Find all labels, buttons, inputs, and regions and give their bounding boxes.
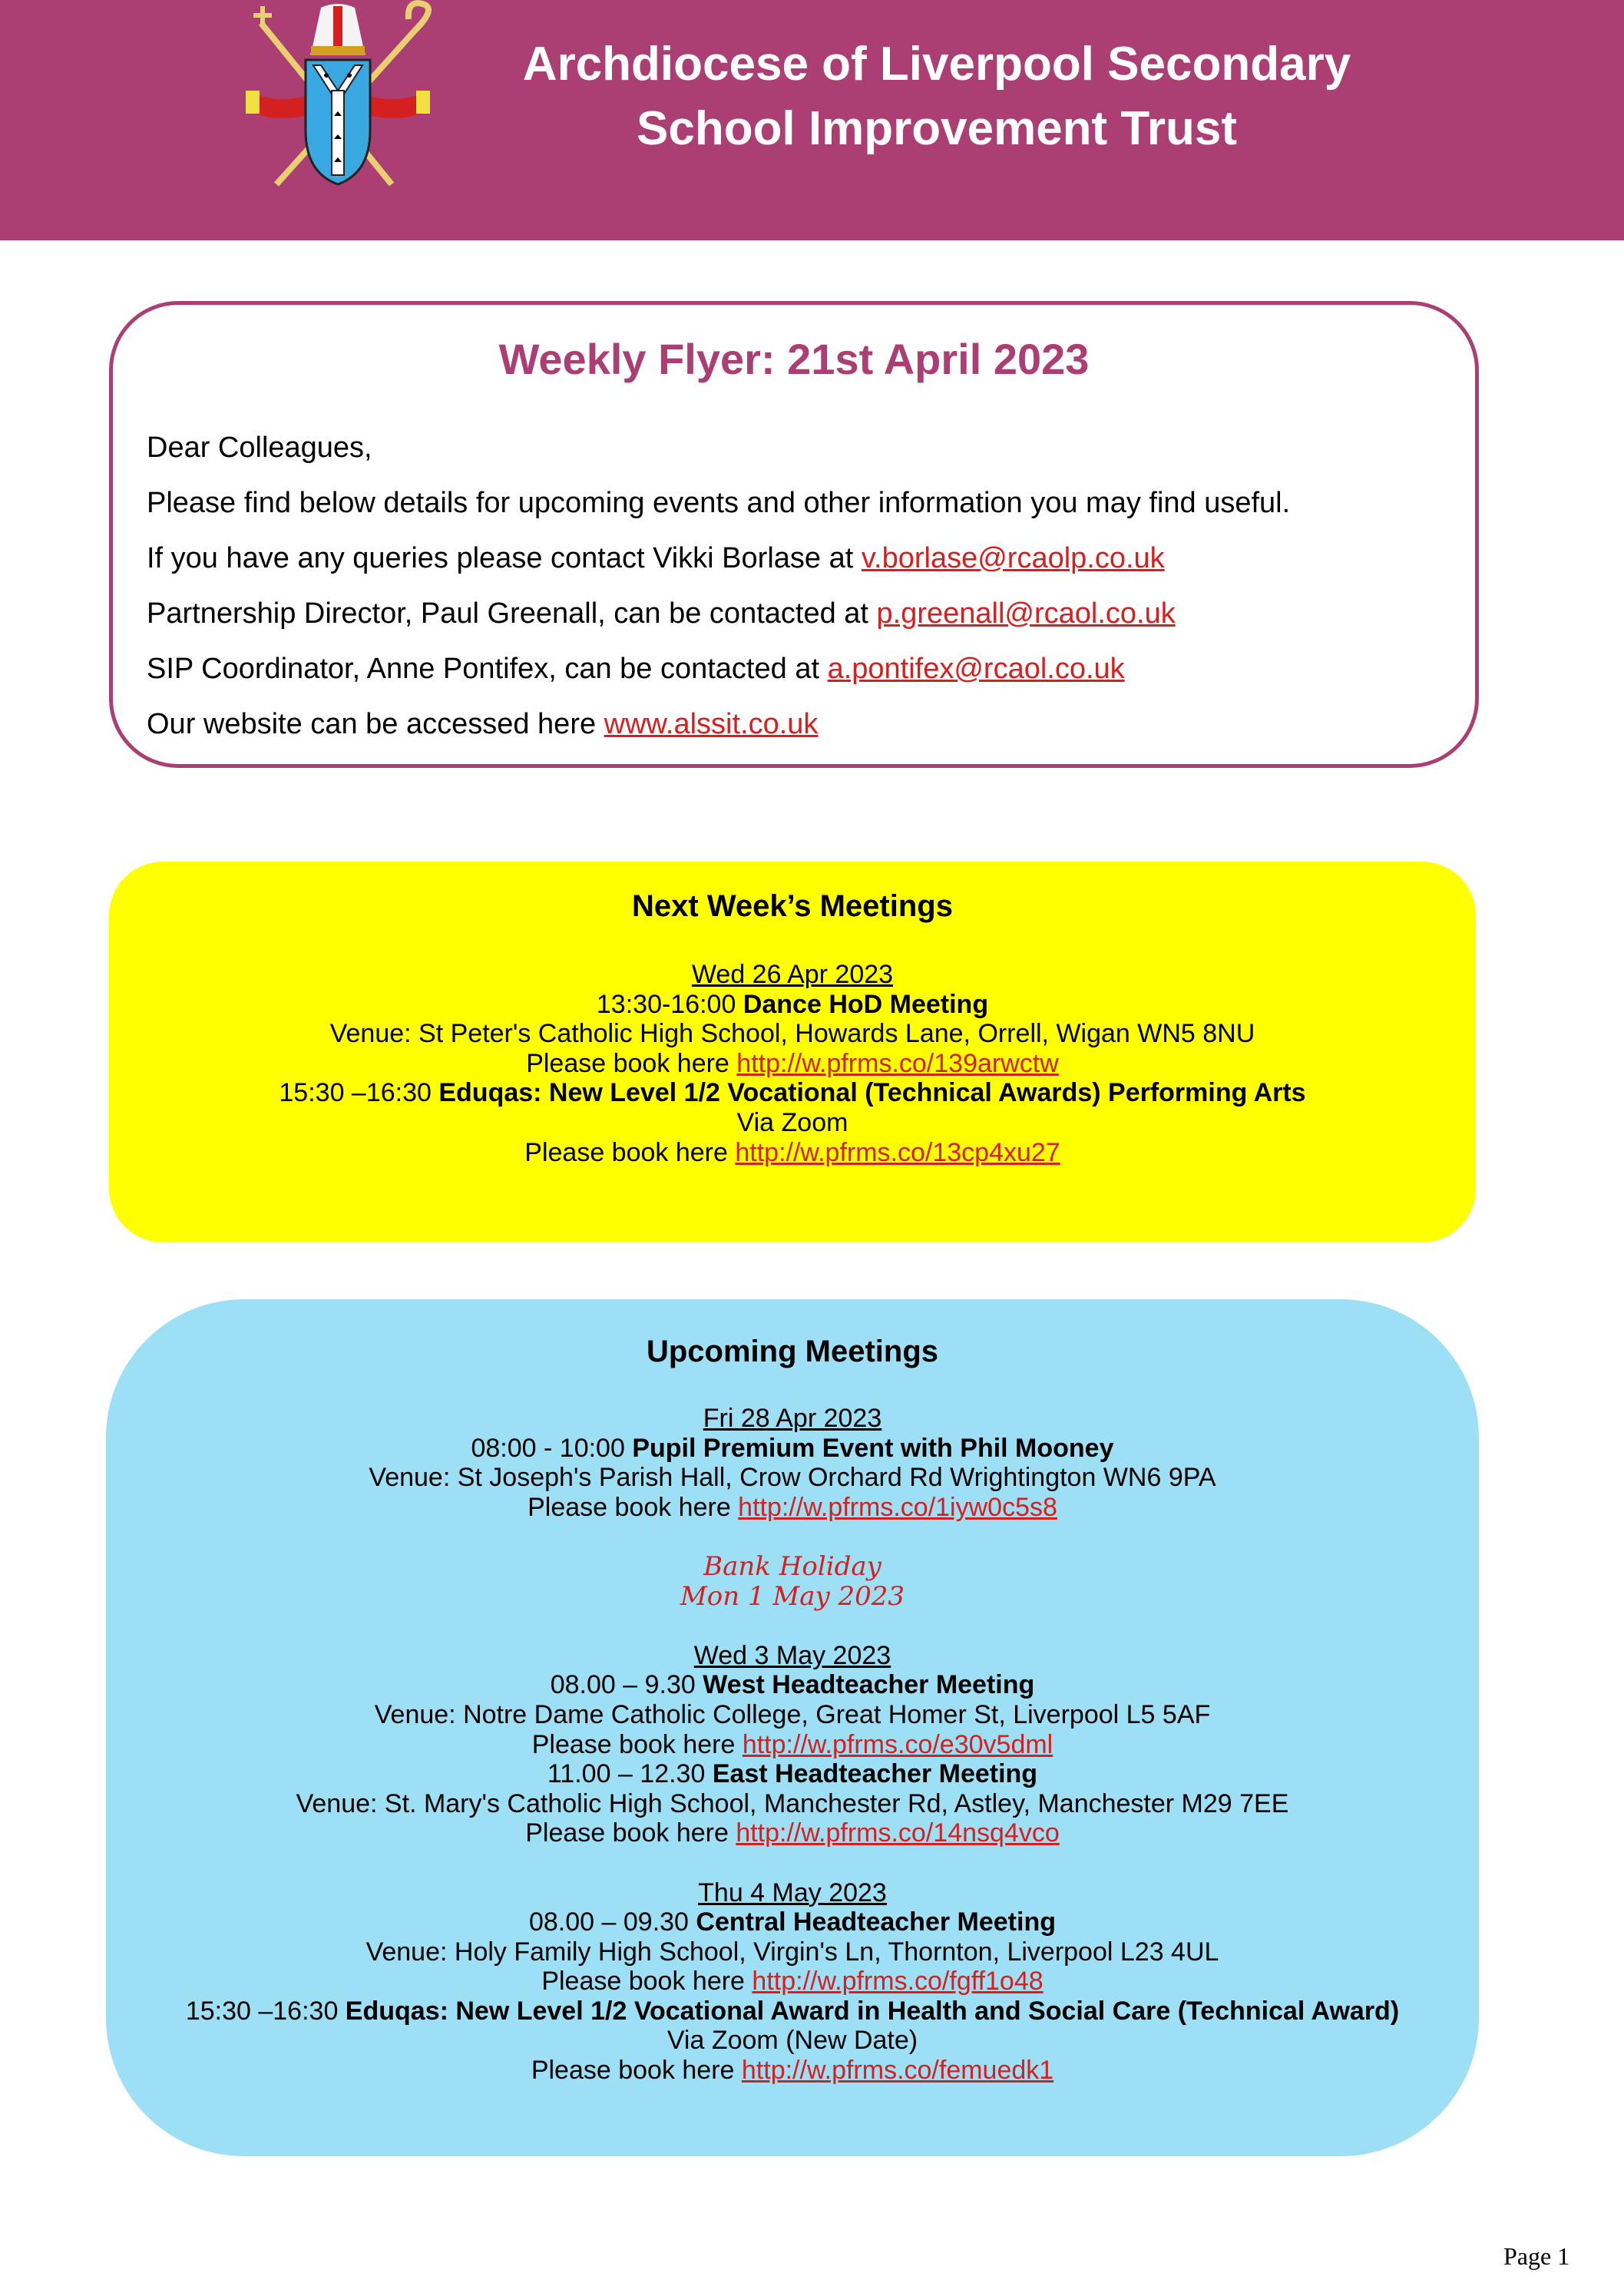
meeting-venue: Venue: Notre Dame Catholic College, Great Homer St, Liverpool L5 5AF <box>374 1699 1211 1729</box>
next-week-title: Next Week’s Meetings <box>632 889 953 923</box>
bank-holiday-date: Mon 1 May 2023 <box>680 1580 905 1612</box>
meeting-time: 11.00 – 12.30 <box>547 1759 713 1789</box>
booking-text: Please book here <box>524 1137 736 1167</box>
next-week-meetings-box <box>109 862 1476 1242</box>
meeting-time-title <box>109 990 1476 1020</box>
meeting-time-title <box>106 1434 1479 1464</box>
meeting-time: 15:30 –16:30 <box>185 1996 346 2026</box>
intro-line-4-text: SIP Coordinator, Anne Pontifex, can be contacted at <box>147 653 828 685</box>
meeting-booking <box>106 2056 1479 2086</box>
email-link-paul[interactable]: p.greenall@rcaol.co.uk <box>876 597 1176 630</box>
meeting-time-title <box>106 1997 1479 2026</box>
meeting-booking <box>106 1818 1479 1848</box>
meeting-date: Thu 4 May 2023 <box>698 1877 887 1907</box>
booking-text: Please book here <box>525 1818 736 1848</box>
booking-link[interactable]: http://w.pfrms.co/1iyw0c5s8 <box>738 1492 1057 1522</box>
meeting-booking <box>106 1493 1479 1523</box>
upcoming-list <box>106 1404 1479 2086</box>
booking-text: Please book here <box>528 1492 739 1522</box>
greeting: Dear Colleagues, <box>147 432 372 464</box>
intro-box <box>109 301 1479 768</box>
email-link-vikki[interactable]: v.borlase@rcaolp.co.uk <box>861 542 1165 574</box>
booking-text: Please book here <box>541 1967 752 1997</box>
booking-link[interactable]: http://w.pfrms.co/fgff1o48 <box>752 1967 1044 1997</box>
intro-line-2 <box>147 531 1290 586</box>
intro-line-3-text: Partnership Director, Paul Greenall, can be contacted at <box>147 597 877 630</box>
meeting-date: Wed 3 May 2023 <box>693 1640 891 1670</box>
booking-link[interactable]: http://w.pfrms.co/femuedk1 <box>741 2056 1054 2086</box>
meeting-title: Eduqas: New Level 1/2 Vocational (Technical Awards) Performing Arts <box>438 1078 1306 1108</box>
spacer <box>106 1848 1479 1878</box>
meeting-venue: Venue: St. Mary's Catholic High School, Manchester Rd, Astley, Manchester M29 7EE <box>296 1788 1289 1818</box>
intro-text <box>147 420 1290 752</box>
header-banner <box>0 0 1624 240</box>
meeting-title: Central Headteacher Meeting <box>696 1907 1056 1937</box>
intro-line-3 <box>147 586 1290 641</box>
meeting-booking <box>106 1730 1479 1760</box>
meeting-time-title <box>106 1759 1479 1789</box>
spacer <box>106 1611 1479 1641</box>
meeting-venue: Venue: St Joseph's Parish Hall, Crow Orchard Rd Wrightington WN6 9PA <box>369 1463 1216 1493</box>
meeting-booking <box>109 1138 1476 1168</box>
intro-line-4 <box>147 641 1290 696</box>
meeting-venue: Venue: St Peter's Catholic High School, Howards Lane, Orrell, Wigan WN5 8NU <box>329 1019 1255 1049</box>
booking-link[interactable]: http://w.pfrms.co/14nsq4vco <box>736 1818 1060 1848</box>
meeting-venue: Via Zoom (New Date) <box>666 2026 918 2056</box>
meeting-venue: Venue: Holy Family High School, Virgin's Ln, Thornton, Liverpool L23 4UL <box>365 1937 1219 1967</box>
meeting-title: East Headteacher Meeting <box>712 1759 1038 1789</box>
meeting-time-title <box>106 1907 1479 1937</box>
page-number: Page 1 <box>1503 2242 1570 2270</box>
meeting-time: 08.00 – 09.30 <box>528 1907 696 1937</box>
header-title-line2: School Improvement Trust <box>636 102 1238 155</box>
meeting-date: Fri 28 Apr 2023 <box>703 1404 882 1433</box>
spacer <box>106 1522 1479 1552</box>
intro-line-5 <box>147 696 1290 752</box>
booking-text: Please book here <box>526 1048 737 1078</box>
bank-holiday-label: Bank Holiday <box>703 1550 881 1582</box>
meeting-time: 08:00 - 10:00 <box>471 1433 633 1463</box>
header-title-line1: Archdiocese of Liverpool Secondary <box>522 38 1351 91</box>
flyer-title: Weekly Flyer: 21st April 2023 <box>498 335 1090 383</box>
intro-line-5-text: Our website can be accessed here <box>147 708 604 740</box>
meeting-time: 15:30 –16:30 <box>279 1078 439 1108</box>
next-week-list <box>109 960 1476 1167</box>
header-title <box>445 32 1428 161</box>
meeting-date: Wed 26 Apr 2023 <box>691 960 894 989</box>
meeting-booking <box>106 1967 1479 1997</box>
booking-link[interactable]: http://w.pfrms.co/139arwctw <box>736 1048 1059 1078</box>
booking-text: Please book here <box>531 2056 742 2086</box>
upcoming-title: Upcoming Meetings <box>646 1335 939 1368</box>
website-link[interactable]: www.alssit.co.uk <box>604 708 819 740</box>
meeting-booking <box>109 1049 1476 1079</box>
meeting-time: 08.00 – 9.30 <box>550 1670 703 1700</box>
booking-link[interactable]: http://w.pfrms.co/13cp4xu27 <box>735 1137 1060 1167</box>
meeting-title: Eduqas: New Level 1/2 Vocational Award in Health and Social Care (Technical Award) <box>345 1996 1400 2026</box>
meeting-venue: Via Zoom <box>736 1107 848 1137</box>
intro-line-2-text: If you have any queries please contact Vikki Borlase at <box>147 542 862 574</box>
meeting-time-title <box>109 1078 1476 1108</box>
booking-link[interactable]: http://w.pfrms.co/e30v5dml <box>742 1729 1053 1759</box>
booking-text: Please book here <box>531 1729 743 1759</box>
meeting-time-title <box>106 1670 1479 1700</box>
archdiocese-crest-logo <box>230 0 445 192</box>
meeting-title: West Headteacher Meeting <box>703 1670 1035 1700</box>
upcoming-meetings-box <box>106 1299 1479 2156</box>
meeting-title: Dance HoD Meeting <box>743 989 989 1019</box>
email-link-anne[interactable]: a.pontifex@rcaol.co.uk <box>827 653 1125 685</box>
meeting-time: 13:30-16:00 <box>596 989 743 1019</box>
intro-line-1: Please find below details for upcoming events and other information you may find useful. <box>147 487 1291 519</box>
meeting-title: Pupil Premium Event with Phil Mooney <box>632 1433 1114 1463</box>
